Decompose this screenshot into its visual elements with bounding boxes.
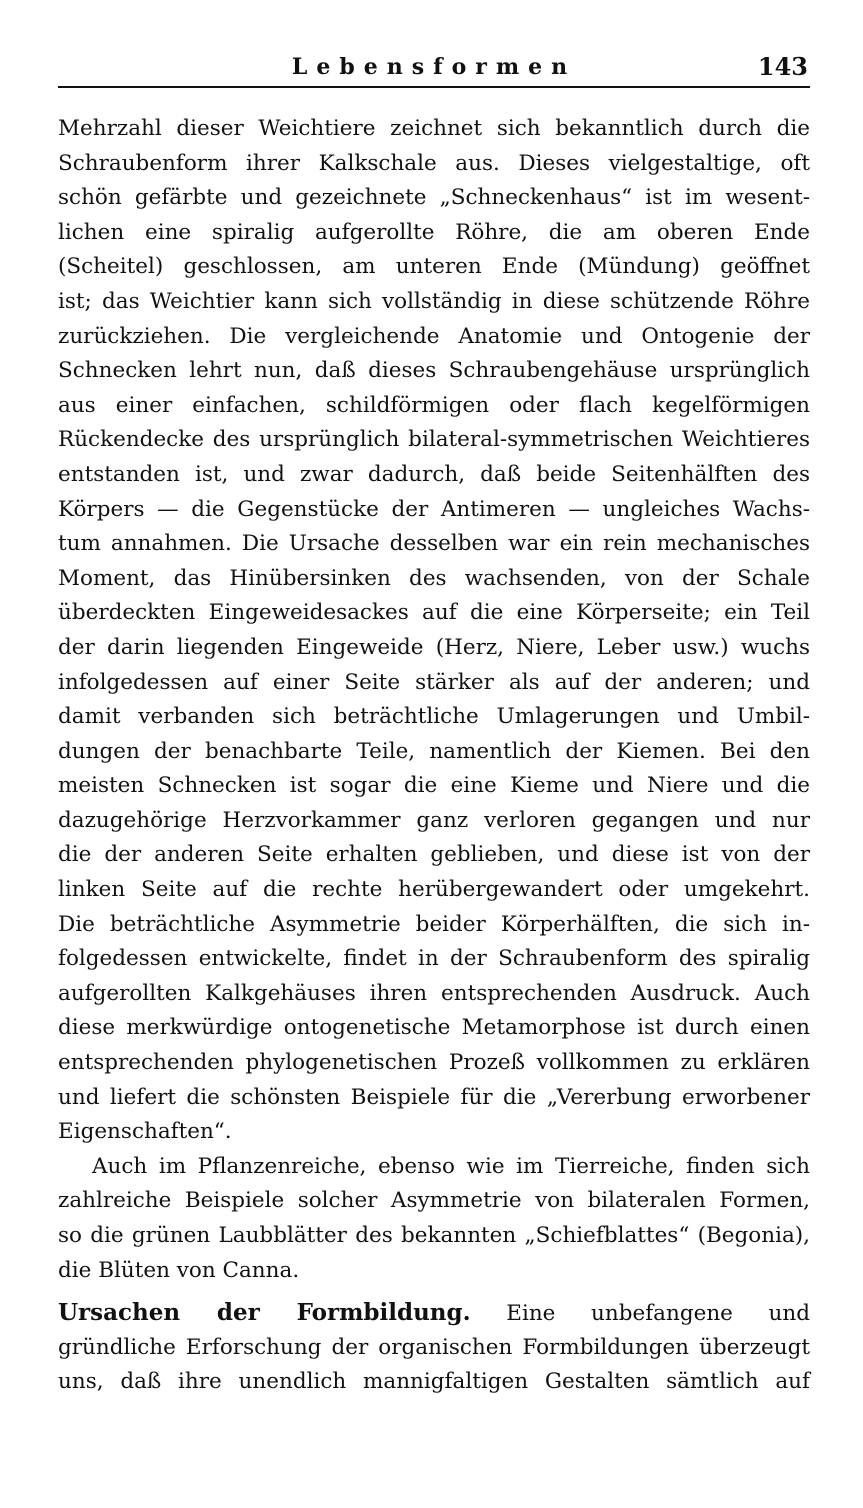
text-line: überdeckten Eingeweidesackes auf die eine Körperseite; ein Teil [58, 600, 810, 626]
text-line: aus einer einfachen, schildförmigen oder flach kegelförmigen [58, 392, 810, 418]
paragraph-snail-shell [58, 112, 810, 1150]
text-line: Schnecken lehrt nun, daß dieses Schraubengehäuse ursprünglich [58, 358, 810, 384]
text-line: schön gefärbte und gezeichnete „Schneckenhaus“ ist im wesent- [58, 185, 810, 211]
text-line: meisten Schnecken ist sogar die eine Kieme und Niere und die [58, 773, 810, 799]
text-line: entsprechenden phylogenetischen Prozeß vollkommen zu erklären [58, 1050, 810, 1076]
text-line: lichen eine spiralig aufgerollte Röhre, die am oberen Ende [58, 219, 810, 245]
text-line: die der anderen Seite erhalten geblieben, und diese ist von der [58, 842, 810, 868]
text-line: Auch im Pflanzenreiche, ebenso wie im Tierreiche, finden sich [92, 1153, 810, 1179]
text-line: ist; das Weichtier kann sich vollständig in diese schützende Röhre [58, 288, 810, 314]
paragraph-plant-asymmetry [58, 1150, 810, 1288]
text-line [58, 1296, 810, 1331]
text-line: aufgerollten Kalkgehäuses ihren entsprechenden Ausdruck. Auch [58, 980, 810, 1006]
text-line: Rückendecke des ursprünglich bilateral-symmetrischen Weichtieres [58, 427, 810, 453]
text-line: linken Seite auf die rechte herübergewandert oder umgekehrt. [58, 877, 810, 903]
text-line: infolgedessen auf einer Seite stärker als auf der anderen; und [58, 669, 810, 695]
text-line: der darin liegenden Eingeweide (Herz, Niere, Leber usw.) wuchs [58, 634, 810, 660]
paragraph-form-causes [58, 1296, 810, 1400]
text-line: Mehrzahl dieser Weichtiere zeichnet sich bekanntlich durch die [58, 116, 810, 141]
text-line: zurückziehen. Die vergleichende Anatomie und Ontogenie der [58, 323, 810, 349]
text-line: folgedessen entwickelte, findet in der Schraubenform des spiralig [58, 946, 810, 972]
text-line: Schraubenform ihrer Kalkschale aus. Dieses vielgestaltige, oft [58, 150, 810, 176]
paragraph-gap [58, 1288, 810, 1296]
page-header [58, 50, 810, 84]
text-line: diese merkwürdige ontogenetische Metamorphose ist durch einen [58, 1015, 810, 1041]
text-line: tum annahmen. Die Ursache desselben war ein rein mechanisches [58, 531, 810, 557]
text-line: (Scheitel) geschlossen, am unteren Ende (Mündung) geöffnet [58, 254, 810, 280]
text-line: dungen der benachbarte Teile, namentlich der Kiemen. Bei den [58, 738, 810, 764]
text-line: Eigenschaften“. [58, 1119, 232, 1145]
text-line: uns, daß ihre unendlich mannigfaltigen Gestalten sämtlich auf [58, 1369, 810, 1395]
text-line: entstanden ist, und zwar dadurch, daß beide Seitenhälften des [58, 461, 810, 487]
text-line: Körpers — die Gegenstücke der Antimeren — ungleiches Wachs- [58, 496, 810, 522]
text-line: zahlreiche Beispiele solcher Asymmetrie von bilateralen Formen, [58, 1188, 810, 1214]
text-line: gründliche Erforschung der organischen Formbildungen überzeugt [58, 1334, 810, 1360]
text-line: und liefert die schönsten Beispiele für die „Vererbung erworbener [58, 1084, 810, 1110]
section-heading: Ursachen der Formbildung. [58, 1299, 471, 1327]
text-line: Moment, das Hinübersinken des wachsenden, von der Schale [58, 565, 810, 591]
body-text [58, 112, 810, 1400]
text-line: die Blüten von Canna. [58, 1257, 300, 1283]
section-first-line-text: Eine unbefangene und [506, 1301, 810, 1327]
text-line: Die beträchtliche Asymmetrie beider Körperhälften, die sich in- [58, 911, 810, 937]
header-rule [58, 86, 810, 88]
page-number: 143 [757, 52, 808, 81]
text-line: dazugehörige Herzvorkammer ganz verloren gegangen und nur [58, 807, 810, 833]
running-title: Lebensformen [291, 54, 577, 80]
text-line: damit verbanden sich beträchtliche Umlagerungen und Umbil- [58, 704, 810, 730]
text-line: so die grünen Laubblätter des bekannten „Schiefblattes“ (Begonia), [58, 1223, 810, 1248]
